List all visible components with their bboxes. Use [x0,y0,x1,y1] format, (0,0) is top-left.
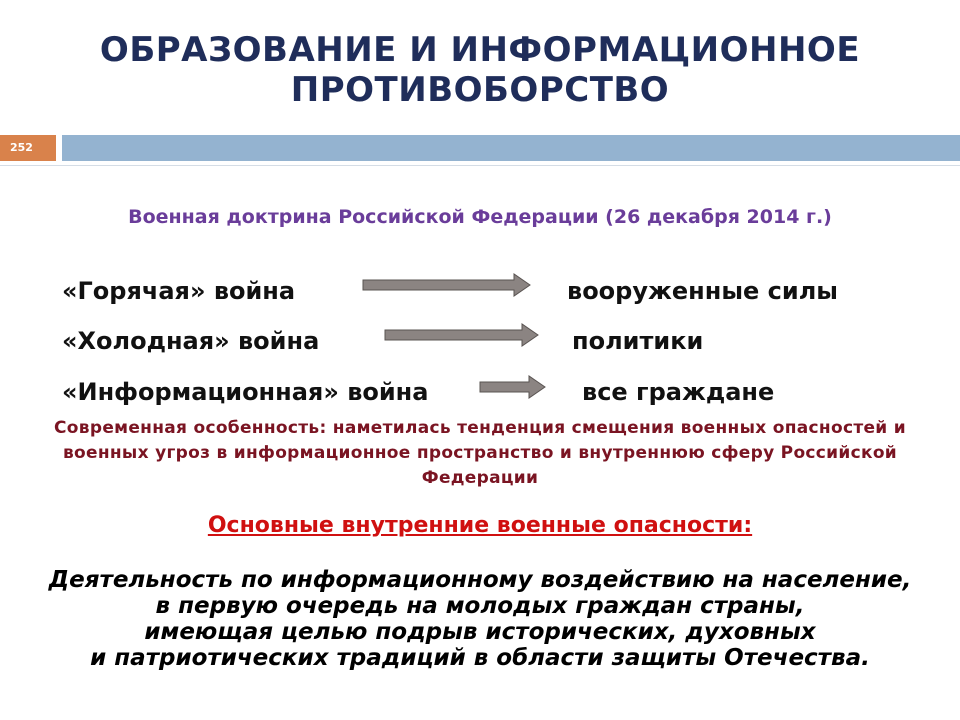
slide-number: 252 [0,135,56,161]
activity-line-3: имеющая целью подрыв исторических, духовных [144,619,816,645]
activity-line-2: в первую очередь на молодых граждан страны, [155,593,805,619]
slide-title [0,30,960,110]
main-dangers-heading: Основные внутренние военные опасности: [207,513,753,538]
activity-line-4: и патриотических традиций в области защиты Отечества. [90,645,870,671]
activity-paragraph [0,567,960,671]
war-label-info: «Информационная» война [62,378,429,406]
activity-line-1: Деятельность по информационному воздействию на население, [48,567,912,593]
slide-title-line-1: ОБРАЗОВАНИЕ И ИНФОРМАЦИОННОЕ [99,30,861,70]
right-arrow-icon [362,272,532,298]
divider [0,165,960,166]
war-label-hot: «Горячая» война [62,277,296,305]
right-arrow-icon [384,322,540,348]
war-target-cold: политики [572,327,704,355]
slide-title-line-2: ПРОТИВОБОРСТВО [290,70,670,110]
right-arrow-icon [479,374,547,400]
war-target-info: все граждане [582,378,775,406]
doctrine-heading: Военная доктрина Российской Федерации (26 декабря 2014 г.) [128,206,832,228]
war-target-hot: вооруженные силы [567,277,838,305]
war-label-cold: «Холодная» война [62,327,320,355]
modern-feature-note: Современная особенность: наметилась тенденция смещения военных опасностей и военных угроз в информационное пространство и внутреннюю сферу Российской Федерации [54,418,906,488]
header-band [62,135,960,161]
